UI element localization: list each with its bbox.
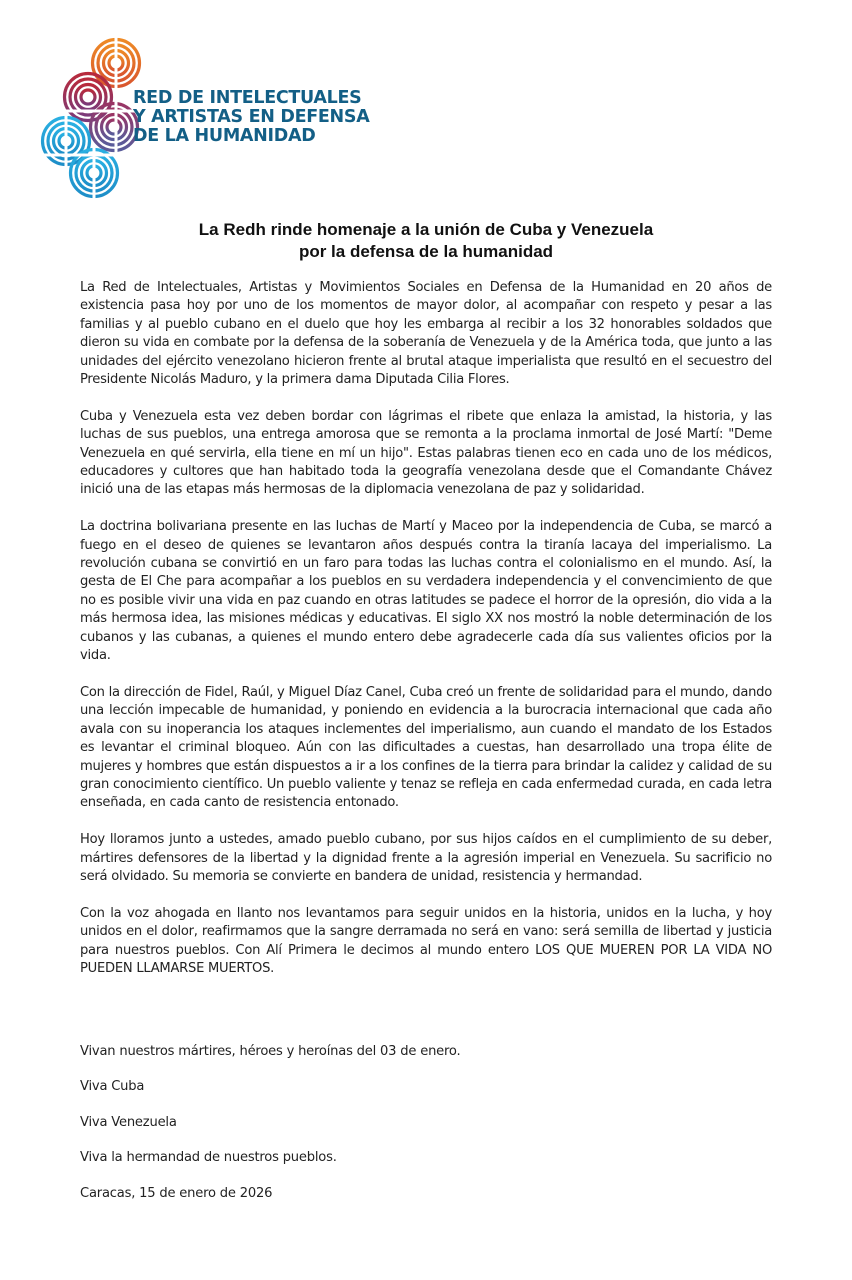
document-body [80, 279, 772, 997]
paragraph: La doctrina bolivariana presente en las luchas de Martí y Maceo por la independencia de Cuba, se marcó a fuego en el deseo de quienes se levantaron años después contra la tiranía lacaya del imperialismo. La revolución cubana se convirtió en un faro para todas las luchas contra el colonialismo en el mundo. Así, la gesta de El Che para acompañar a los pueblos en su verdadera independencia y el convencimiento de que no es posible vivir una vida en paz cuando en otras latitudes se padece el horror de la opresión, dio vida a la más hermosa idea, las misiones médicas y educativas. El siglo XX nos mostró la noble determinación de los cubanos y las cubanas, a quienes el mundo entero debe agradecerle cada día sus valientes oficios por la vida. [80, 519, 772, 664]
redh-logo-emblem-icon [38, 35, 148, 200]
paragraph: Cuba y Venezuela esta vez deben bordar con lágrimas el ribete que enlaza la amistad, la historia, y las luchas de sus pueblos, una entrega amorosa que se remonta a la proclama inmortal de José Martí: "Deme Venezuela en qué servirla, ella tiene en mí un hijo". Estas palabras tienen eco en cada uno de los médicos, educadores y cultores que han habitado toda la geografía venezolana desde que el Comandante Chávez inició una de las etapas más hermosas de la diplomacia venezolana de paz y solidaridad. [80, 408, 772, 498]
closing-line: Viva la hermandad de nuestros pueblos. [80, 1150, 337, 1165]
paragraph: Con la voz ahogada en llanto nos levantamos para seguir unidos en la historia, unidos en la lucha, y hoy unidos en el dolor, reafirmamos que la sangre derramada no será en vano: será semilla de libertad y justicia para nuestros pueblos. Con Alí Primera le decimos al mundo entero LOS QUE MUEREN POR LA VIDA NO PUEDEN LLAMARSE MUERTOS. [80, 905, 772, 976]
signature-date: Caracas, 15 de enero de 2026 [80, 1186, 273, 1201]
logo-line: DE LA HUMANIDAD [133, 126, 316, 146]
logo-line: RED DE INTELECTUALES [133, 88, 362, 108]
title-line: por la defensa de la humanidad [298, 242, 554, 261]
closing-line: Viva Venezuela [80, 1115, 177, 1130]
title-line: La Redh rinde homenaje a la unión de Cuba y Venezuela [198, 220, 654, 239]
paragraph: Con la dirección de Fidel, Raúl, y Miguel Díaz Canel, Cuba creó un frente de solidaridad para el mundo, dando una lección impecable de humanidad, y poniendo en evidencia a la burocracia internacional que cada año avala con su inoperancia los ataques inclementes del imperialismo, aun cuando el mandato de los Estados es levantar el criminal bloqueo. Aún con las dificultades a cuestas, han desarrollado una tropa élite de mujeres y hombres que están dispuestos a ir a los confines de la tierra para brindar la calidez y calidad de su gran conocimiento científico. Un pueblo valiente y tenaz se refleja en cada enfermedad curada, en cada letra enseñada, en cada canto de resistencia entonado. [80, 684, 772, 811]
logo-line: Y ARTISTAS EN DEFENSA [133, 107, 370, 127]
paragraph: La Red de Intelectuales, Artistas y Movimientos Sociales en Defensa de la Humanidad en 20 años de existencia pasa hoy por uno de los momentos de mayor dolor, al acompañar con respeto y pesar a las familias y al pueblo cubano en el duelo que hoy les embarga al recibir a los 32 honorables soldados que dieron su vida en combate por la defensa de la soberanía de Venezuela y de la América toda, que junto a las unidades del ejército venezolano hicieron frente al brutal ataque imperialista que resultó en el secuestro del Presidente Nicolás Maduro, y la primera dama Diputada Cilia Flores. [80, 280, 772, 388]
logo-wordmark [133, 89, 369, 146]
organization-logo [38, 35, 378, 205]
document-title [60, 219, 792, 263]
closing-line: Viva Cuba [80, 1079, 145, 1094]
paragraph: Hoy lloramos junto a ustedes, amado pueblo cubano, por sus hijos caídos en el cumplimiento de su deber, mártires defensores de la libertad y la dignidad frente a la agresión imperial en Venezuela. Su sacrificio no será olvidado. Su memoria se convierte en bandera de unidad, resistencia y hermandad. [80, 832, 772, 884]
closing-line: Vivan nuestros mártires, héroes y heroínas del 03 de enero. [80, 1044, 461, 1059]
